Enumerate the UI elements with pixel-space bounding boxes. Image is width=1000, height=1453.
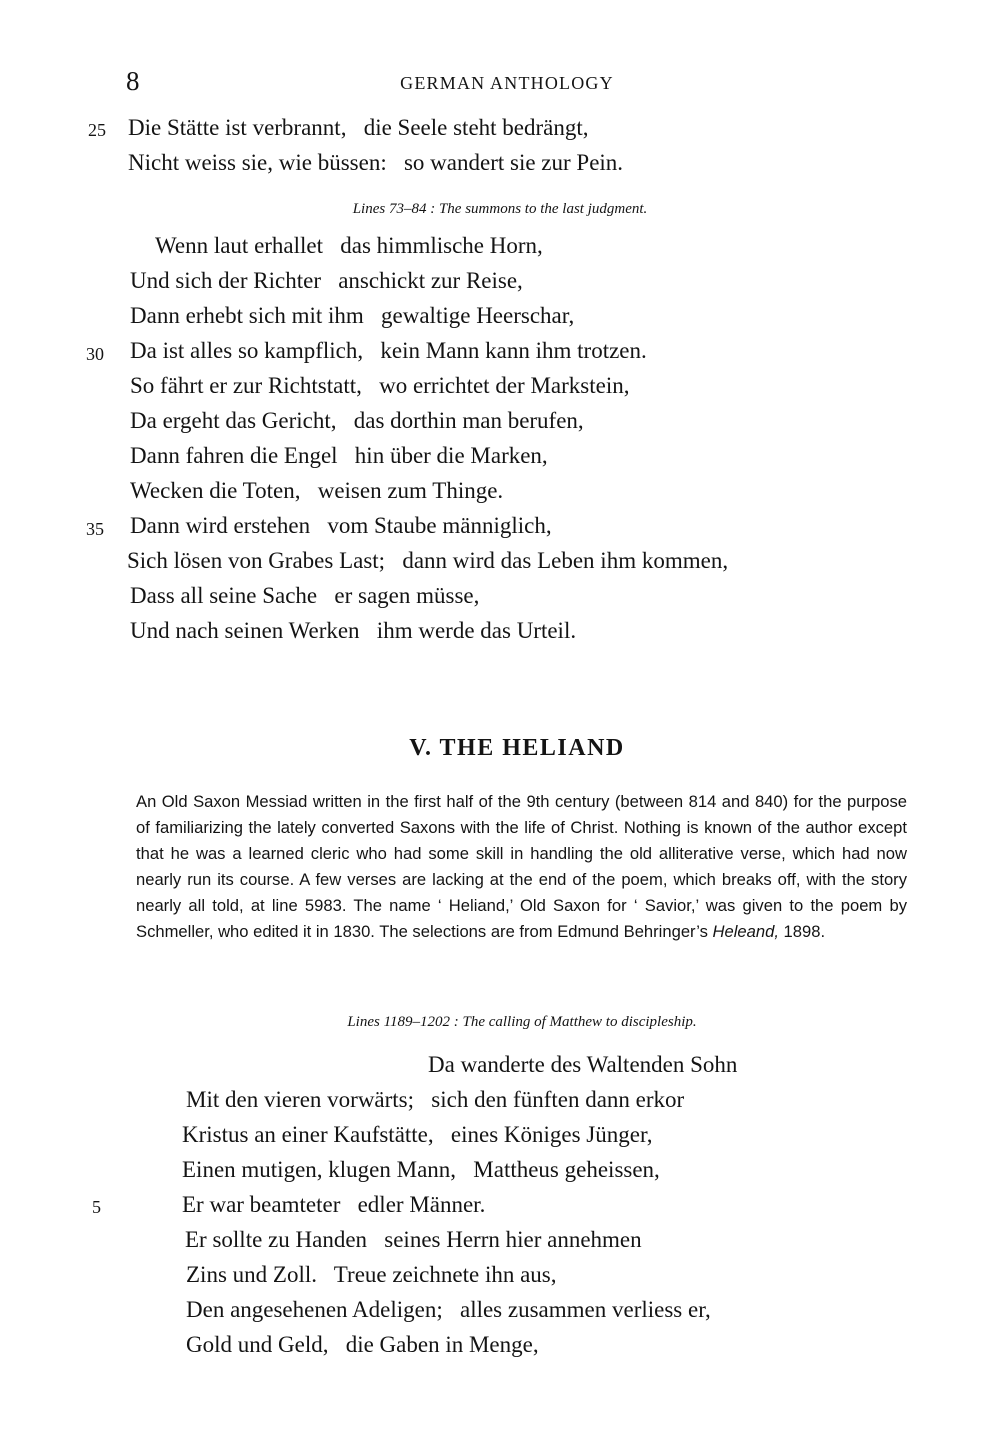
verse-line: So fährt er zur Richtstatt, wo errichtet der Markstein,	[130, 373, 630, 398]
verse-line: Dann erhebt sich mit ihm gewaltige Heerschar,	[130, 303, 575, 328]
verse-line: Er sollte zu Handen seines Herrn hier annehmen	[185, 1227, 642, 1252]
verse-line: Wecken die Toten, weisen zum Thinge.	[130, 478, 504, 503]
verse-line: Dann wird erstehen vom Staube männiglich,	[130, 513, 552, 538]
verse-line: Und sich der Richter anschickt zur Reise,	[130, 268, 523, 293]
verse-line: Und nach seinen Werken ihm werde das Urteil.	[130, 618, 577, 643]
page-header	[0, 66, 1000, 100]
line-number: 35	[86, 519, 104, 539]
verse-line: Da wanderte des Waltenden Sohn	[428, 1052, 738, 1077]
excerpt-caption: Lines 1189–1202 : The calling of Matthew to discipleship.	[347, 1014, 697, 1030]
verse-line: Er war beamteter edler Männer.	[182, 1192, 486, 1217]
verse-line: Wenn laut erhallet das himmlische Horn,	[155, 233, 543, 258]
line-number: 25	[88, 120, 106, 140]
verse-line: Gold und Geld, die Gaben in Menge,	[186, 1332, 539, 1357]
section-introduction	[136, 789, 907, 945]
verse-line: Zins und Zoll. Treue zeichnete ihn aus,	[186, 1262, 557, 1287]
page-number: 8	[126, 66, 140, 96]
verse-line: Nicht weiss sie, wie büssen: so wandert sie zur Pein.	[128, 150, 624, 175]
verse-line: Da ergeht das Gericht, das dorthin man berufen,	[130, 408, 584, 433]
verse-line: Da ist alles so kampflich, kein Mann kann ihm trotzen.	[130, 338, 647, 363]
verse-line: Kristus an einer Kaufstätte, eines Königes Jünger,	[182, 1122, 653, 1147]
intro-text-end: 1898.	[778, 922, 826, 941]
running-title: GERMAN ANTHOLOGY	[400, 73, 614, 93]
book-title: Heleand,	[712, 922, 779, 941]
line-number: 30	[86, 344, 104, 364]
verse-line: Dann fahren die Engel hin über die Marken,	[130, 443, 548, 468]
section-title: V. THE HELIAND	[409, 735, 625, 761]
verse-line: Den angesehenen Adeligen; alles zusammen verliess er,	[186, 1297, 711, 1322]
verse-line: Sich lösen von Grabes Last; dann wird das Leben ihm kommen,	[127, 548, 729, 573]
excerpt-caption: Lines 73–84 : The summons to the last judgment.	[352, 201, 648, 217]
verse-line: Dass all seine Sache er sagen müsse,	[130, 583, 480, 608]
verse-line: Die Stätte ist verbrannt, die Seele steht bedrängt,	[128, 115, 589, 140]
verse-line: Einen mutigen, klugen Mann, Mattheus geheissen,	[182, 1157, 660, 1182]
line-number: 5	[92, 1197, 101, 1217]
verse-line: Mit den vieren vorwärts; sich den fünften dann erkor	[186, 1087, 685, 1112]
intro-text: An Old Saxon Messiad written in the first half of the 9th century (between 814 and 840) for the purpose of familiarizing the lately converted Saxons with the life of Christ. Nothing is known of the author except that he was a learned cleric who had some skill in handling the old alliterative verse, which had now nearly run its course. A few verses are lacking at the end of the poem, which breaks off, with the story nearly all told, at line 5983. The name ‘ Heliand,’ Old Saxon for ‘ Savior,’ was given to the poem by Schmeller, who edited it in 1830. The selections are from Edmund Behringer’s	[136, 792, 907, 941]
